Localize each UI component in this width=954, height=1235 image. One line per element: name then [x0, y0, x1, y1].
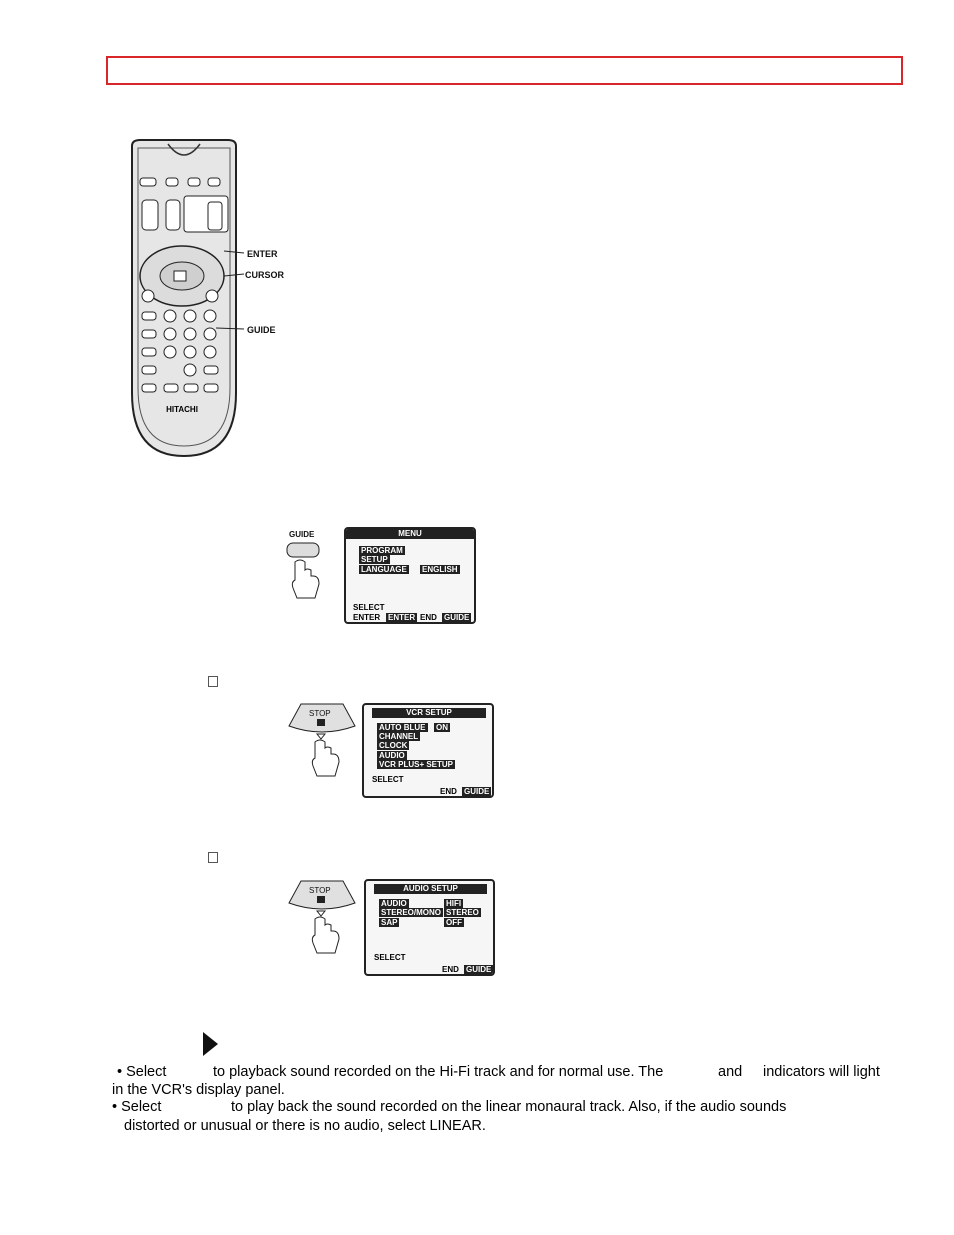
step-marker-3 — [208, 852, 218, 863]
note-line-4: distorted or unusual or there is no audio, select LINEAR. — [124, 1118, 486, 1134]
stop-button-label-1: STOP — [309, 709, 331, 718]
menu-screen-title: MENU — [346, 529, 474, 539]
menu-item-program: PROGRAM — [361, 546, 403, 555]
callout-enter: ENTER — [247, 249, 278, 259]
remote-illustration — [120, 138, 290, 463]
audio-value-stereo: STEREO — [446, 908, 479, 917]
vcr-item-channel: CHANNEL — [379, 732, 419, 741]
menu-end-key: GUIDE — [444, 613, 470, 622]
note-line-1b: to playback sound recorded on the Hi-Fi track and for normal use. The — [213, 1064, 664, 1080]
step-marker-2 — [208, 676, 218, 687]
header-box — [106, 56, 903, 85]
menu-select-hint: SELECT — [353, 603, 385, 612]
guide-button-label: GUIDE — [289, 530, 315, 539]
remote-brand: HITACHI — [166, 405, 198, 414]
audio-item-sap: SAP — [381, 918, 398, 927]
vcr-item-clock: CLOCK — [379, 741, 408, 750]
note-line-3b: to play back the sound recorded on the linear monaural track. Also, if the audio sounds — [231, 1099, 787, 1115]
vcr-end-hint: END — [440, 787, 457, 796]
menu-item-language: LANGUAGE — [361, 565, 407, 574]
menu-screen — [344, 527, 476, 624]
audio-item-audio: AUDIO — [381, 899, 407, 908]
menu-item-setup: SETUP — [361, 555, 388, 564]
callout-guide: GUIDE — [247, 325, 276, 335]
stop-button-label-2: STOP — [309, 886, 331, 895]
audio-item-stereo-mono: STEREO/MONO — [381, 908, 442, 917]
note-line-1c: and — [718, 1064, 743, 1080]
guide-button-illustration — [283, 528, 323, 598]
vcr-setup-title: VCR SETUP — [372, 708, 486, 718]
note-line-3a: • Select — [112, 1099, 162, 1115]
note-line-2: in the VCR's display panel. — [112, 1082, 285, 1098]
audio-end-key: GUIDE — [466, 965, 492, 974]
vcr-item-audio: AUDIO — [379, 751, 405, 760]
audio-value-hifi: HIFI — [446, 899, 462, 908]
menu-enter-key: ENTER — [388, 613, 416, 622]
finger-press-icon — [283, 540, 323, 610]
callout-cursor: CURSOR — [245, 270, 285, 280]
stop-button-illustration-1 — [287, 702, 357, 782]
note-arrow-icon — [203, 1032, 218, 1056]
menu-end-hint: END — [420, 613, 437, 622]
audio-setup-screen — [364, 879, 495, 976]
vcr-item-vcr-plus-setup: VCR PLUS+ SETUP — [379, 760, 454, 769]
vcr-end-key: GUIDE — [464, 787, 490, 796]
menu-language-value: ENGLISH — [422, 565, 458, 574]
vcr-select-hint: SELECT — [372, 775, 404, 784]
stop-button-illustration-2 — [287, 879, 357, 959]
audio-setup-title: AUDIO SETUP — [374, 884, 487, 894]
note-line-1d: indicators will light — [763, 1064, 880, 1080]
audio-end-hint: END — [442, 965, 459, 974]
vcr-setup-screen — [362, 703, 494, 798]
audio-value-off: OFF — [446, 918, 462, 927]
note-line-1a: • Select — [117, 1064, 167, 1080]
vcr-auto-blue-value: ON — [436, 723, 448, 732]
remote-control-icon — [120, 138, 290, 463]
vcr-item-auto-blue: AUTO BLUE — [379, 723, 426, 732]
audio-select-hint: SELECT — [374, 953, 406, 962]
menu-enter-hint: ENTER — [353, 613, 381, 622]
